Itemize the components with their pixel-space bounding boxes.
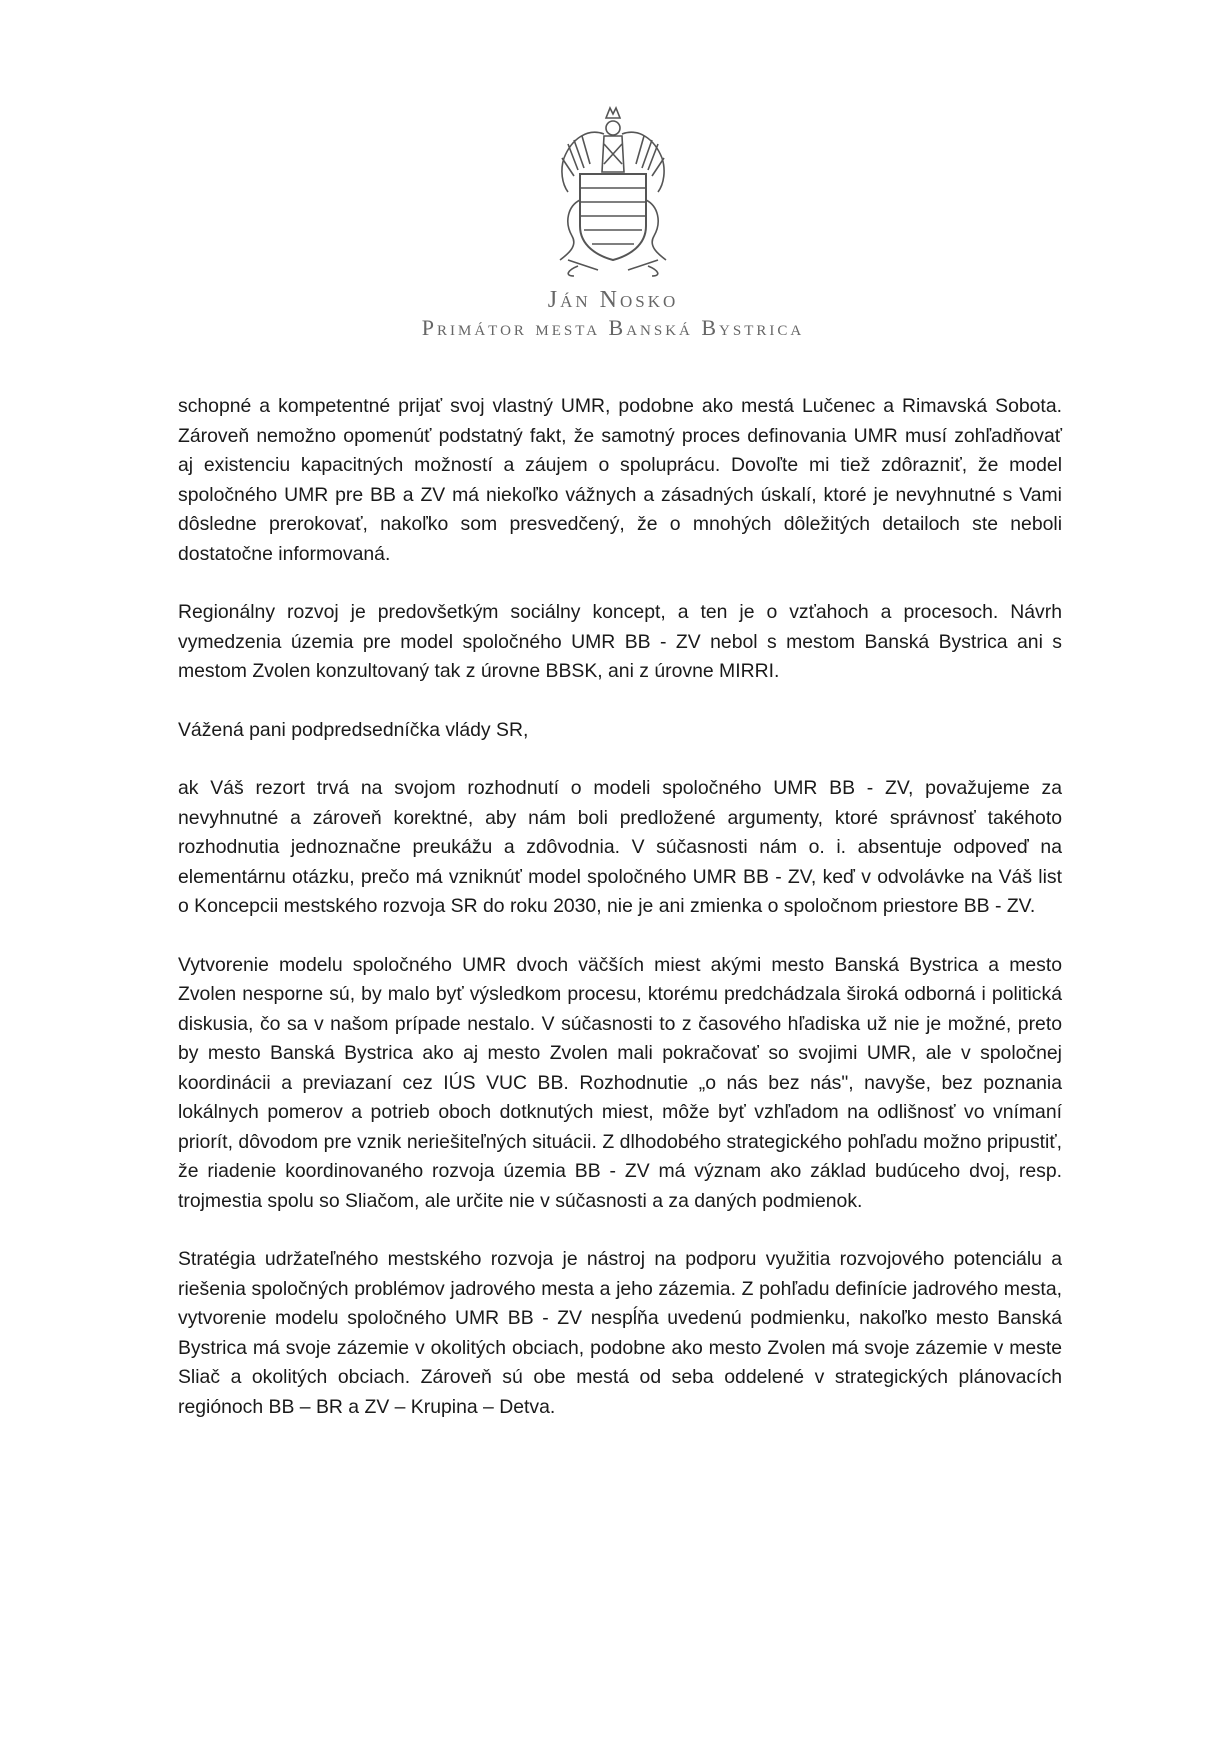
coat-of-arms-emblem bbox=[538, 100, 688, 280]
paragraph: Stratégia udržateľného mestského rozvoja je nástroj na podporu využitia rozvojového potenciálu a riešenia spoločných problémov jadrového mesta a jeho zázemia. Z pohľadu definície jadrového mesta, vytvorenie modelu spoločného UMR BB - ZV nespĺňa uvedenú podmienku, nakoľko mesto Banská Bystrica má svoje zázemie v okolitých obciach, podobne ako mesto Zvolen má svoje zázemie v meste Sliač a okolitých obciach. Zároveň sú obe mestá od seba oddelené v strategických plánovacích regiónoch BB – BR a ZV – Krupina – Detva. bbox=[178, 1248, 1062, 1418]
letter-body bbox=[178, 392, 1062, 1451]
letterhead bbox=[0, 100, 1226, 342]
paragraph: schopné a kompetentné prijať svoj vlastný UMR, podobne ako mestá Lučenec a Rimavská Sobota. Zároveň nemožno opomenúť podstatný fakt, že samotný proces definovania UMR musí zohľadňovať aj existenciu kapacitných možností a záujem o spoluprácu. Dovoľte mi tiež zdôrazniť, že model spoločného UMR pre BB a ZV má niekoľko vážnych a zásadných úskalí, ktoré je nevyhnutné s Vami dôsledne prerokovať, nakoľko som presvedčený, že o mnohých dôležitých detailoch ste neboli dostatočne informovaná. bbox=[178, 395, 1062, 565]
paragraph: Vytvorenie modelu spoločného UMR dvoch väčších miest akými mesto Banská Bystrica a mesto Zvolen nesporne sú, by malo byť výsledkom procesu, ktorému predchádzala široká odborná i politická diskusia, čo sa v našom prípade nestalo. V súčasnosti to z časového hľadiska už nie je možné, preto by mesto Banská Bystrica ako aj mesto Zvolen mali pokračovať so svojimi UMR, ale v spoločnej koordinácii a previazaní cez IÚS VUC BB. Rozhodnutie „o nás bez nás", navyše, bez poznania lokálnych pomerov a potrieb oboch dotknutých miest, môže byť vzhľadom na odlišnosť vo vnímaní priorít, dôvodom pre vznik neriešiteľných situácii. Z dlhodobého strategického pohľadu možno pripustiť, že riadenie koordinovaného rozvoja územia BB - ZV má význam ako základ budúceho dvoj, resp. trojmestia spolu so Sliačom, ale určite nie v súčasnosti a za daných podmienok. bbox=[178, 953, 1062, 1212]
salutation: Vážená pani podpredsedníčka vlády SR, bbox=[178, 718, 529, 741]
sender-name: Ján Nosko bbox=[547, 287, 679, 313]
paragraph: Regionálny rozvoj je predovšetkým sociálny koncept, a ten je o vzťahoch a procesoch. Návrh vymedzenia územia pre model spoločného UMR BB - ZV nebol s mestom Banská Bystrica ani s mestom Zvolen konzultovaný tak z úrovne BBSK, ani z úrovne MIRRI. bbox=[178, 601, 1062, 682]
sender-title: Primátor mesta Banská Bystrica bbox=[421, 315, 805, 340]
paragraph: ak Váš rezort trvá na svojom rozhodnutí o modeli spoločného UMR BB - ZV, považujeme za nevyhnutné a zároveň korektné, aby nám boli predložené argumenty, ktoré správnosť takéhoto rozhodnutia jednoznačne preukážu a zdôvodnia. V súčasnosti nám o. i. absentuje odpoveď na elementárnu otázku, prečo má vzniknúť model spoločného UMR BB - ZV, keď v odvolávke na Váš list o Koncepcii mestského rozvoja SR do roku 2030, nie je ani zmienka o spoločnom priestore BB - ZV. bbox=[178, 777, 1062, 917]
